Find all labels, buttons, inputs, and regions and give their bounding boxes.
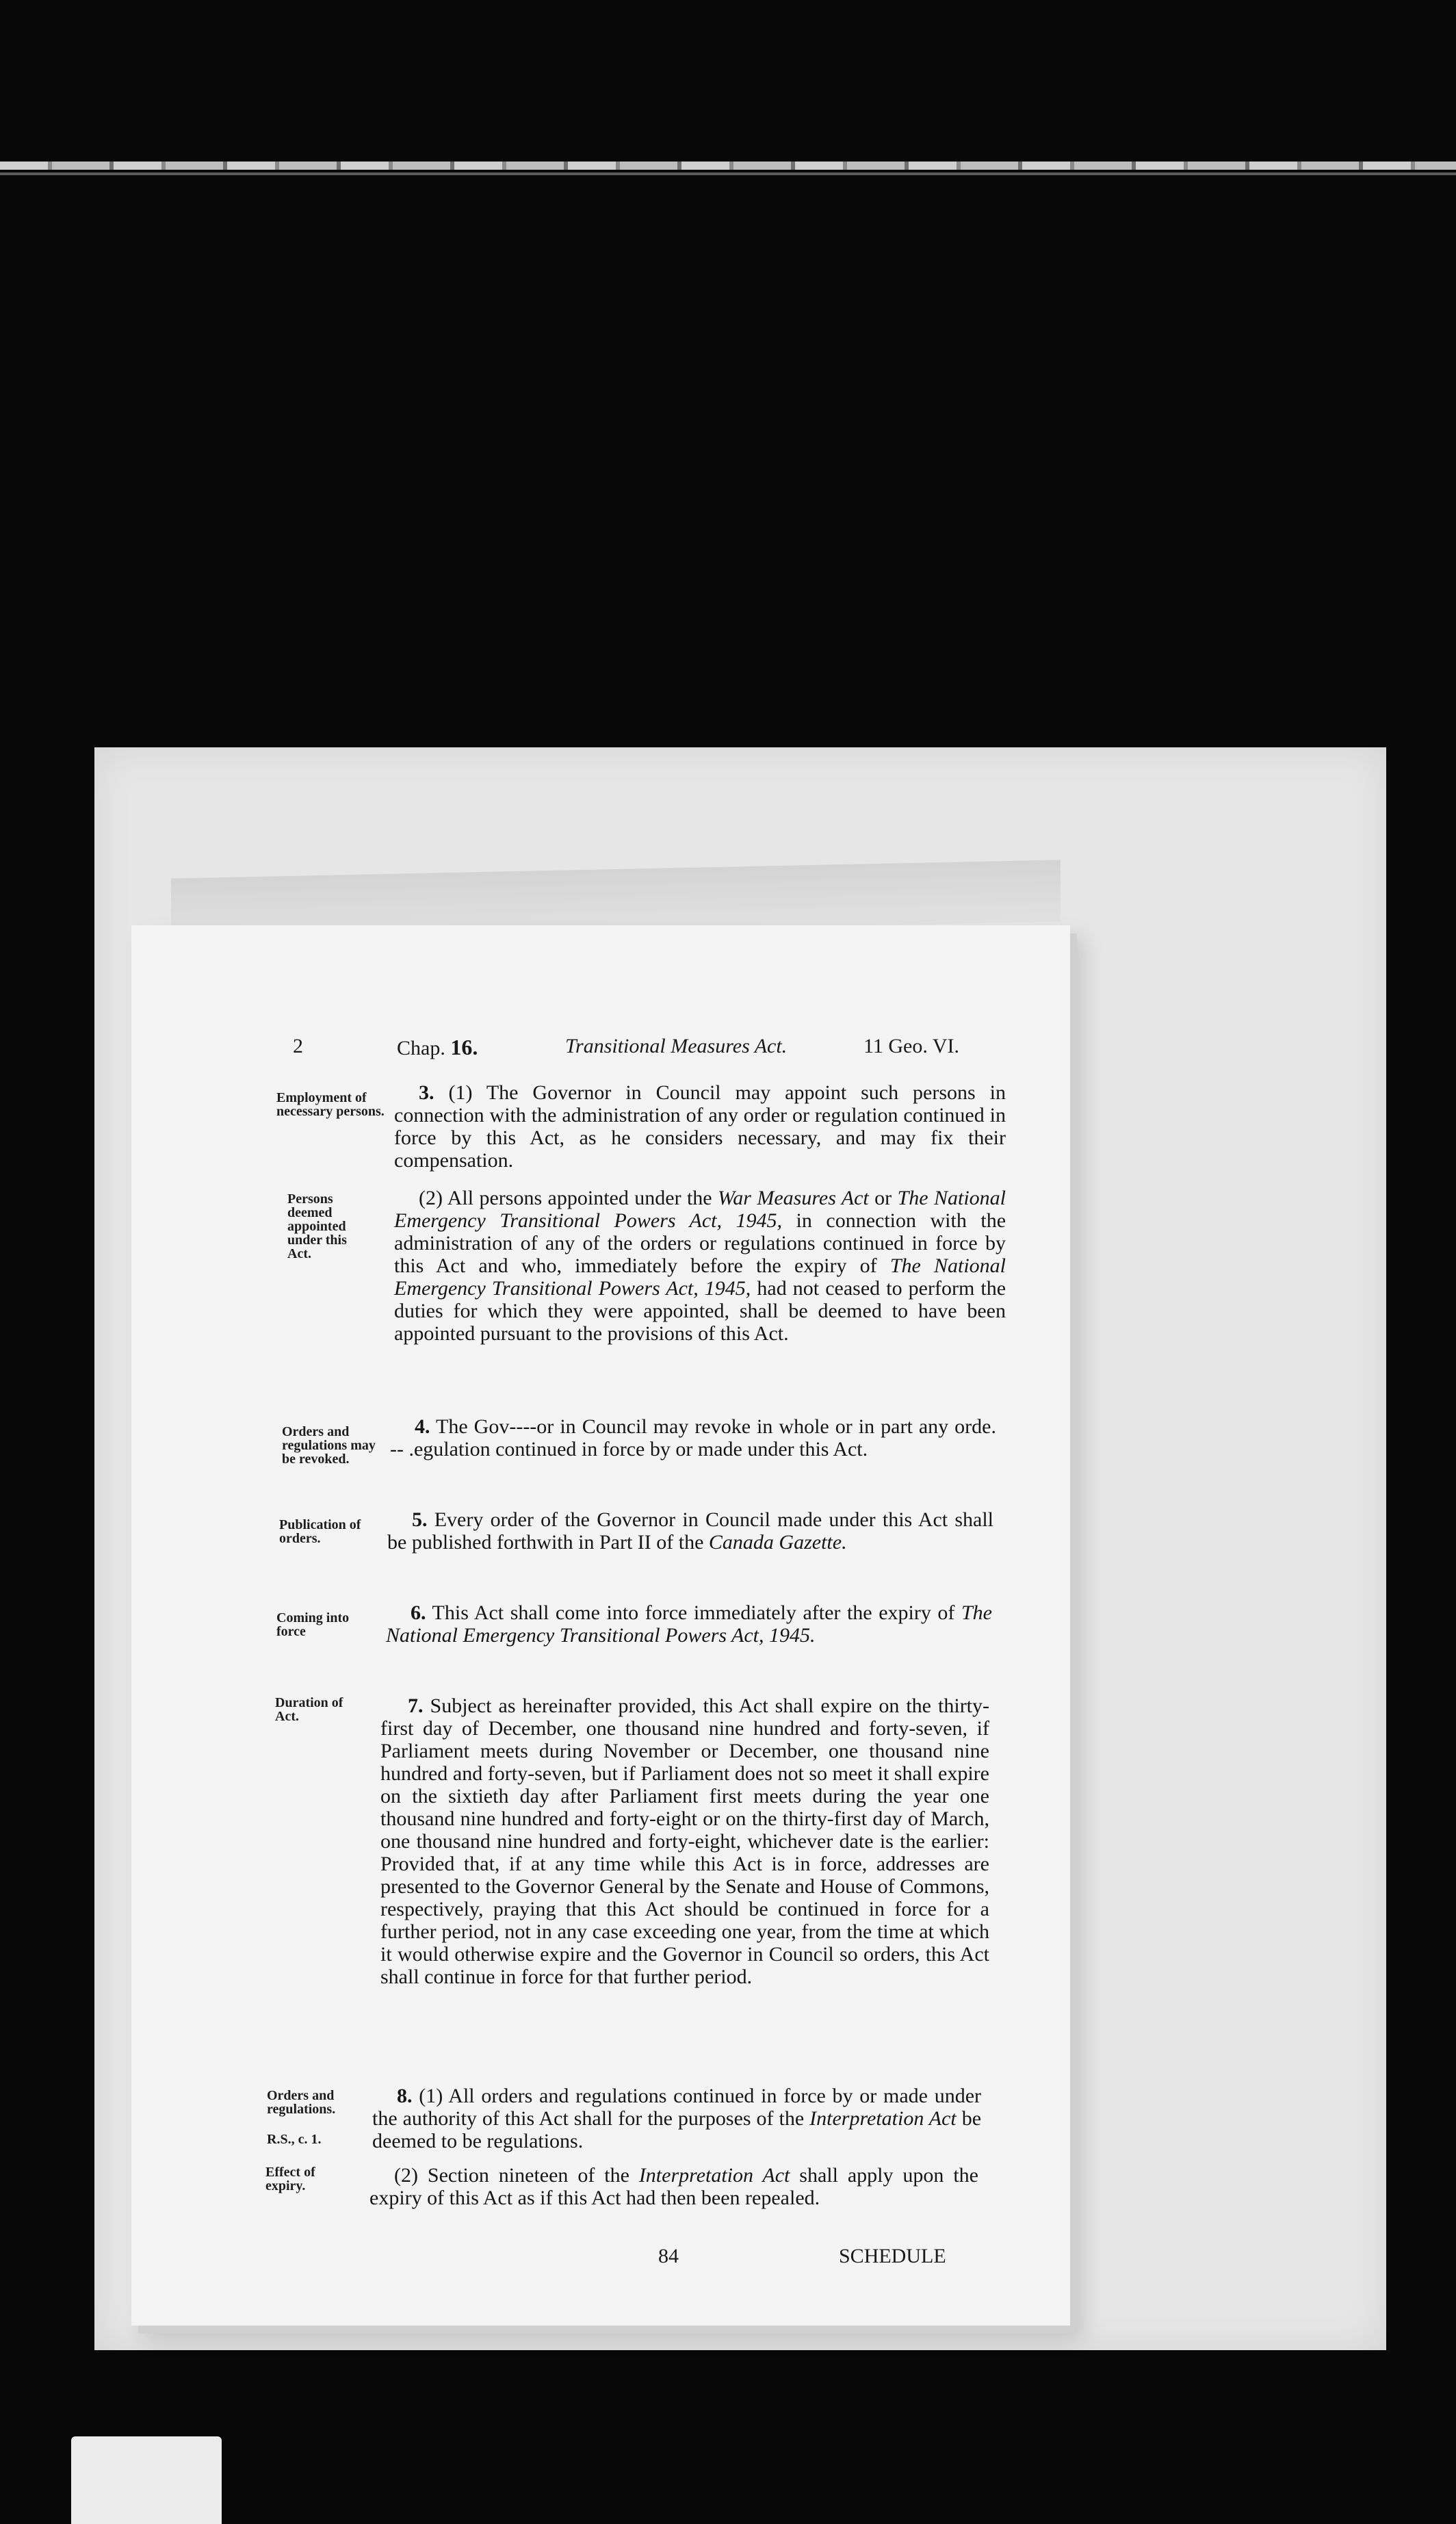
act-name: The National Emergency Transitional Powers Act, 1945.	[386, 1601, 992, 1647]
catchword: SCHEDULE	[839, 2245, 946, 2267]
act-name: War Measures Act	[718, 1187, 869, 1209]
section-text: Every order of the Governor in Council made under this Act shall be published forthwith in Part II of the	[387, 1508, 994, 1554]
section-4	[390, 1415, 996, 1460]
folio-number: 84	[658, 2245, 679, 2267]
page-number: 2	[293, 1035, 303, 1057]
reign: 11 Geo. VI.	[863, 1035, 959, 1057]
gazette-name: Canada Gazette.	[708, 1531, 847, 1554]
section-text: shall apply upon the expiry of this Act as if this Act had then been repealed.	[369, 2164, 978, 2209]
section-text: (1) The Governor in Council may appoint such persons in connection with the administration of any order or regulation continued in force by this Act, as he considers necessary, and may fix their compensation.	[394, 1081, 1006, 1172]
section-text: Subject as hereinafter provided, this Act shall expire on the thirty-first day of December, one thousand nine hundred and forty-seven, if Parliament meets during November or December, one thousand nine hundred and forty-seven, but if Parliament does not so meet it shall expire on the sixtieth day after Parliament first meets during the year one thousand nine hundred and forty-eight or on the thirty-first day of March, one thousand nine hundred and forty-eight, whichever date is the earlier: Provided that, if at any time while this Act is in force, addresses are presented to the Governor General by the Senate and House of Commons, respectively, praying that this Act should be continued in force for a further period, not in any case exceeding one year, from the time at which it would otherwise expire and the Governor in Council so orders, this Act shall continue in force for that further period.	[380, 1695, 990, 1988]
margin-note-orders-revoked: Orders and regulations may be revoked.	[282, 1424, 376, 1467]
margin-note-duration: Duration of Act.	[275, 1695, 343, 1724]
section-3-1	[394, 1081, 1006, 1172]
section-8-1	[372, 2085, 981, 2152]
running-header	[0, 1035, 1456, 1062]
act-name: The National Emergency Transitional Powers Act, 1945,	[394, 1254, 1006, 1300]
section-3-2	[394, 1187, 1006, 1345]
chapter-label: Chap.	[397, 1037, 445, 1059]
film-edge-line	[0, 172, 1456, 175]
act-title: Transitional Measures Act.	[565, 1035, 788, 1057]
margin-note-employment: Employment of necessary persons.	[276, 1090, 385, 1119]
section-text: had not ceased to perform the duties for which they were appointed, shall be deemed to have been appointed pursuant to the provisions of this Act.	[394, 1277, 1006, 1345]
act-name: Interpretation Act	[809, 2107, 957, 2130]
section-number: 6.	[411, 1601, 426, 1624]
section-number: 5.	[412, 1508, 428, 1531]
chapter-number: 16.	[450, 1035, 478, 1059]
chapter	[397, 1035, 478, 1060]
margin-note-coming-into-force: Coming into force	[276, 1610, 350, 1639]
section-8-2	[369, 2164, 978, 2209]
section-text: (2) All persons appointed under the	[419, 1187, 712, 1209]
section-7	[380, 1695, 989, 1988]
section-text: This Act shall come into force immediately after the expiry of	[432, 1601, 955, 1624]
section-text: (2) Section nineteen of the	[394, 2164, 629, 2187]
corner-card	[71, 2436, 222, 2524]
section-number: 7.	[408, 1695, 424, 1717]
section-text: be deemed to be regulations.	[372, 2107, 982, 2152]
margin-note-effect-expiry: Effect of expiry.	[265, 2165, 315, 2193]
section-text: in connection with the administration of any of the orders or regulations continued in force by this Act and who, immediately before the expiry of	[394, 1209, 1006, 1277]
margin-note-persons-deemed: Persons deemed appointed under this Act.	[287, 1192, 347, 1261]
section-6	[386, 1601, 992, 1647]
act-name: Interpretation Act	[638, 2164, 790, 2187]
section-number: 4.	[415, 1415, 430, 1438]
act-name: The National Emergency Transitional Powers Act, 1945,	[394, 1187, 1006, 1232]
film-edge	[0, 162, 1456, 170]
margin-note-publication: Publication of orders.	[279, 1517, 361, 1546]
section-5	[387, 1508, 993, 1554]
margin-note-rs-reference: R.S., c. 1.	[267, 2132, 322, 2147]
section-text: The Gov‑‑‑‑or in Council may revoke in whole or in part any orde. ‑‑ .egulation continued in force by or made under this Act.	[390, 1415, 996, 1460]
margin-note-orders-regulations: Orders and regulations.	[267, 2088, 336, 2117]
section-number: 3.	[419, 1081, 434, 1104]
section-text: or	[874, 1187, 892, 1209]
section-text: (1) All orders and regulations continued in force by or made under the authority of this Act shall for the purposes of the	[372, 2085, 981, 2130]
section-number: 8.	[397, 2085, 413, 2107]
